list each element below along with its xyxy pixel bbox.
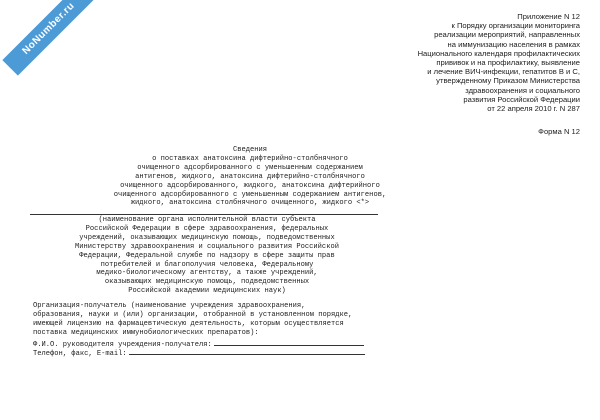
head-name-label: Ф.И.О. руководителя учреждения-получателя: xyxy=(33,341,212,349)
appendix-line: утвержденному Приказом Министерства xyxy=(436,76,580,86)
authority-line: оказывающих медицинскую помощь, подведомственных xyxy=(104,278,310,287)
appendix-line: к Порядку организации мониторинга xyxy=(451,21,580,31)
title-line: антигенов, жидкого, анатоксина дифтерийно-столбнячного xyxy=(135,172,365,181)
recipient-line: образования, науки и (или) организации, отобранной в установленном порядке, xyxy=(33,310,353,319)
authority-line: потребителей и благополучия человека, Федеральному xyxy=(100,260,314,269)
authority-line: медико-биологическому агентству, а также учреждений, xyxy=(96,269,318,278)
authority-line: Федерации, Федеральной службе по надзору в сфере защиты прав xyxy=(79,251,335,260)
recipient-line: поставка медицинских иммунобиологических препаратов): xyxy=(33,328,259,337)
authority-line: (наименование органа исполнительной власти субъекта xyxy=(98,216,316,224)
appendix-line: на иммунизацию населения в рамках xyxy=(447,39,580,49)
title-line: очищенного адсорбированного, жидкого, анатоксина дифтерийного xyxy=(120,181,380,190)
head-name-field[interactable] xyxy=(214,338,364,346)
appendix-line: здравоохранения и социального xyxy=(465,85,580,95)
authority-line: Министерству здравоохранения и социального развития Российской xyxy=(75,242,339,251)
appendix-line: Приложение N 12 xyxy=(517,12,580,21)
form-number: Форма N 12 xyxy=(538,127,580,136)
title-line: Сведения xyxy=(232,146,268,154)
authority-note xyxy=(62,216,352,296)
appendix-line: развития Российской Федерации xyxy=(463,94,580,104)
authority-underline xyxy=(30,214,378,215)
appendix-line: и лечение ВИЧ-инфекции, гепатитов В и С, xyxy=(427,67,580,77)
document-title xyxy=(100,146,400,208)
title-line: о поставках анатоксина дифтерийно-столбнячного xyxy=(152,154,348,163)
recipient-block xyxy=(33,302,378,338)
authority-line: Российской академии медицинских наук) xyxy=(128,287,286,296)
appendix-line: от 22 апреля 2010 г. N 287 xyxy=(487,104,580,114)
contact-label: Телефон, факс, E-mail: xyxy=(33,350,127,358)
authority-line: Российской Федерации в сфере здравоохранения, федеральных xyxy=(85,224,329,233)
contact-row xyxy=(33,347,365,359)
appendix-header xyxy=(370,12,580,113)
authority-line: учреждений, оказывающих медицинскую помощь, подведомственных xyxy=(79,233,335,242)
title-line: очищенного адсорбированного с уменьшенным содержанием xyxy=(137,163,363,172)
title-line: очищенного адсорбированного с уменьшенным содержанием антигенов, xyxy=(113,190,387,199)
appendix-line: Национального календаря профилактических xyxy=(417,48,580,58)
appendix-line: прививок и на профилактику, выявление xyxy=(436,58,580,68)
watermark-logo: NoNumber.ru xyxy=(2,0,95,76)
title-line: жидкого, анатоксина столбнячного очищенного, жидкого <*> xyxy=(130,199,370,208)
recipient-line: имеющей лицензию на фармацевтическую деятельность, которым осуществляется xyxy=(33,319,344,328)
recipient-line: Организация-получатель (наименование учреждения здравоохранения, xyxy=(33,302,306,310)
appendix-line: реализации мероприятий, направленных xyxy=(434,30,580,40)
contact-field[interactable] xyxy=(129,347,365,355)
